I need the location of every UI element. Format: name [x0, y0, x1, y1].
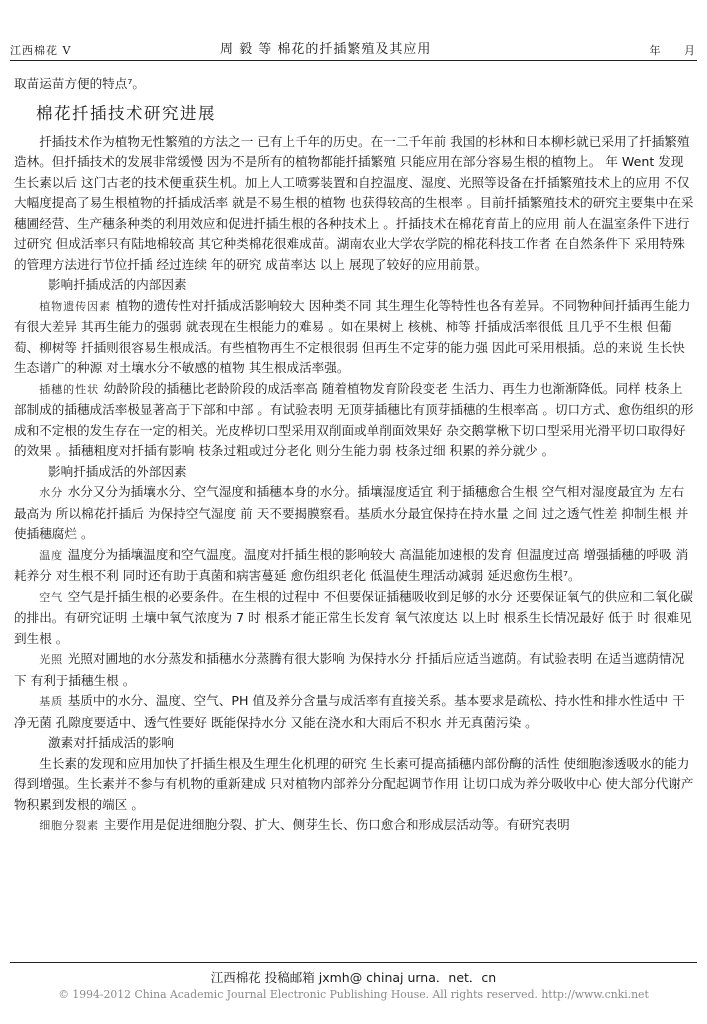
factor-term: 空气	[39, 590, 68, 604]
body-paragraph	[14, 132, 694, 276]
paragraph-text: 生长素的发现和应用加快了扦插生根及生理生化机理的研究 生长素可提高插穗内部份酶的活性 使细胞渗透吸水的能力得到增强。生长素并不参与有机物的重新建成 只对植物内部养分分配起调节作用 让切口成为养分吸收中心 使大部分代谢产物积累到发根的端区 。	[14, 755, 694, 812]
body-paragraph	[14, 691, 694, 733]
body-paragraph	[14, 545, 694, 587]
paragraph-text: 棉花扦插技术研究进展	[36, 103, 216, 123]
factor-term: 基质	[39, 695, 68, 708]
body-paragraph	[14, 379, 694, 462]
paragraph-text: 光照对圃地的水分蒸发和插穗水分蒸腾有很大影响 为保持水分 扦插后应适当遮荫。有试验表明 在适当遮荫情况下 有利于插穗生根 。	[14, 651, 685, 688]
body-paragraph	[14, 754, 694, 816]
body-paragraph	[14, 649, 694, 691]
factor-term: 插穗的性状	[39, 382, 104, 396]
running-header	[10, 38, 695, 58]
paragraph-text: 幼龄阶段的插穗比老龄阶段的成活率高 随着植物发育阶段变老 生活力、再生力也渐渐降低。同样 枝条上部制成的插穗成活率极显著高于下部和中部 。有试验表明 无顶芽插穗比有顶芽插穗的生根率高 。切口方式、愈伤组织的形成和不定根的发生存在一定的相关。光皮桦切口型采用双削面或单削面效果好 杂交鹅掌楸下切口型采用光滑平切口取得好的效果 。插穗粗度对扦插有影响 枝条过粗或过分老化 则分生能力弱 枝条过细 积累的养分就少 。	[14, 380, 694, 458]
submission-email: 江西棉花 投稿邮箱 jxmh@ chinaj urna．net．cn	[210, 970, 497, 985]
body-paragraph	[14, 296, 694, 379]
copyright-notice: © 1994-2012 China Academic Journal Electronic Publishing House. All rights reserved. http://www.cnki.net	[58, 988, 649, 1001]
paragraph-text: 取苗运苗方便的特点⁷。	[14, 76, 145, 91]
footer-rule	[10, 962, 697, 963]
subsection-heading	[14, 275, 694, 296]
paragraph-text: 温度分为插壤温度和空气温度。温度对扦插生根的影响较大 高温能加速根的发育 但温度过高 增强插穗的呼吸 消耗养分 对生根不利 同时还有助于真菌和病害蔓延 愈伤组织老化 低温使生理活动减弱 延迟愈伤生根⁷。	[14, 546, 689, 583]
factor-term: 光照	[39, 653, 68, 666]
body-paragraph	[14, 482, 694, 545]
header-rule	[10, 60, 697, 61]
factor-term: 水分	[39, 486, 68, 499]
article-body	[14, 74, 694, 837]
subsection-heading	[14, 462, 694, 483]
factor-term: 植物遗传因素	[39, 299, 116, 313]
issue-date: 年 月	[649, 44, 695, 57]
paragraph-text: 空气是扦插生根的必要条件。在生根的过程中 不但要保证插穗吸收到足够的水分 还要保证氧气的供应和二氧化碳的排出。有研究证明 土壤中氧气浓度为 7 时 根系才能正常生长发育 氧气浓度达 以上时 根系生长情况最好 低于 时 很难见到生根 。	[14, 588, 693, 646]
paragraph-text: 植物的遗传性对扦插成活影响较大 因种类不同 其生理生化等特性也各有差异。不同物种间扦插再生能力有很大差异 其再生能力的强弱 就表现在生根能力的难易 。如在果树上 核桃、柿等 扦插成活率很低 且几乎不生根 但葡萄、柳树等 扦插则很容易生根成活。有些植物再生不定根很弱 但再生不定芽的能力强 因此可采用根插。总的来说 生长快 生态谱广的种源 对土壤水分不敏感的植物 其生根成活率强。	[14, 297, 691, 375]
paragraph-text: 影响扦插成活的内部因素	[48, 277, 187, 292]
article-title: 周 毅 等 棉花的扦插繁殖及其应用	[220, 42, 432, 57]
paragraph-text: 基质中的水分、温度、空气、PH 值及养分含量与成活率有直接关系。基本要求是疏松、持水性和排水性适中 干净无菌 孔隙度要适中、透气性要好 既能保持水分 又能在浇水和大雨后不积水 并无真菌污染 。	[14, 693, 685, 730]
section-heading	[36, 103, 694, 125]
body-paragraph	[14, 815, 694, 837]
paragraph-text: 影响扦插成活的外部因素	[48, 463, 187, 479]
paragraph-text: 水分又分为插壤水分、空气湿度和插穗本身的水分。插壤湿度适宜 利于插穗愈合生根 空气相对湿度最宜为 左右 最高为 所以棉花扦插后 为保持空气湿度 前 天不要揭膜察看。基质水分最宜保持在持水量 之间 过之透气性差 抑制生根 并使插穗腐烂 。	[14, 484, 689, 541]
factor-term: 细胞分裂素	[39, 819, 104, 832]
body-paragraph	[14, 587, 694, 650]
paragraph-text: 扦插技术作为植物无性繁殖的方法之一 已有上千年的历史。在一二千年前 我国的杉林和日本柳杉就已采用了扦插繁殖造林。但扦插技术的发展非常缓慢 因为不是所有的植物都能扦插繁殖 只能应用在部分容易生根的植物上。 年 Went 发现生长素以后 这门古老的技术便重获生机。加上人工喷雾装置和自控温度、湿度、光照等设备在扦插繁殖技术上的应用 不仅大幅度提高了易生根植物的扦插成活率 就是不易生根的植物 也获得较高的生根率 。目前扦插繁殖技术的研究主要集中在采穗圃经营、生产穗条种类的利用效应和促进扦插生根的各种技术上 。扦插技术在棉花育苗上的应用 前人在温室条件下进行过研究 但成活率只有陆地棉较高 其它种类棉花很难成苗。湖南农业大学农学院的棉花科技工作者 在自然条件下 采用特殊的管理方法进行节位扦插 经过连续 年的研究 成苗率达 以上 展现了较好的应用前景。	[14, 133, 694, 272]
body-paragraph	[14, 74, 694, 95]
journal-name: 江西棉花 V	[10, 44, 72, 57]
factor-term: 温度	[39, 548, 68, 562]
paragraph-text: 主要作用是促进细胞分裂、扩大、侧芽生长、伤口愈合和形成层活动等。有研究表明	[103, 817, 570, 832]
paragraph-text: 激素对扦插成活的影响	[48, 735, 174, 750]
subsection-heading	[14, 733, 694, 754]
